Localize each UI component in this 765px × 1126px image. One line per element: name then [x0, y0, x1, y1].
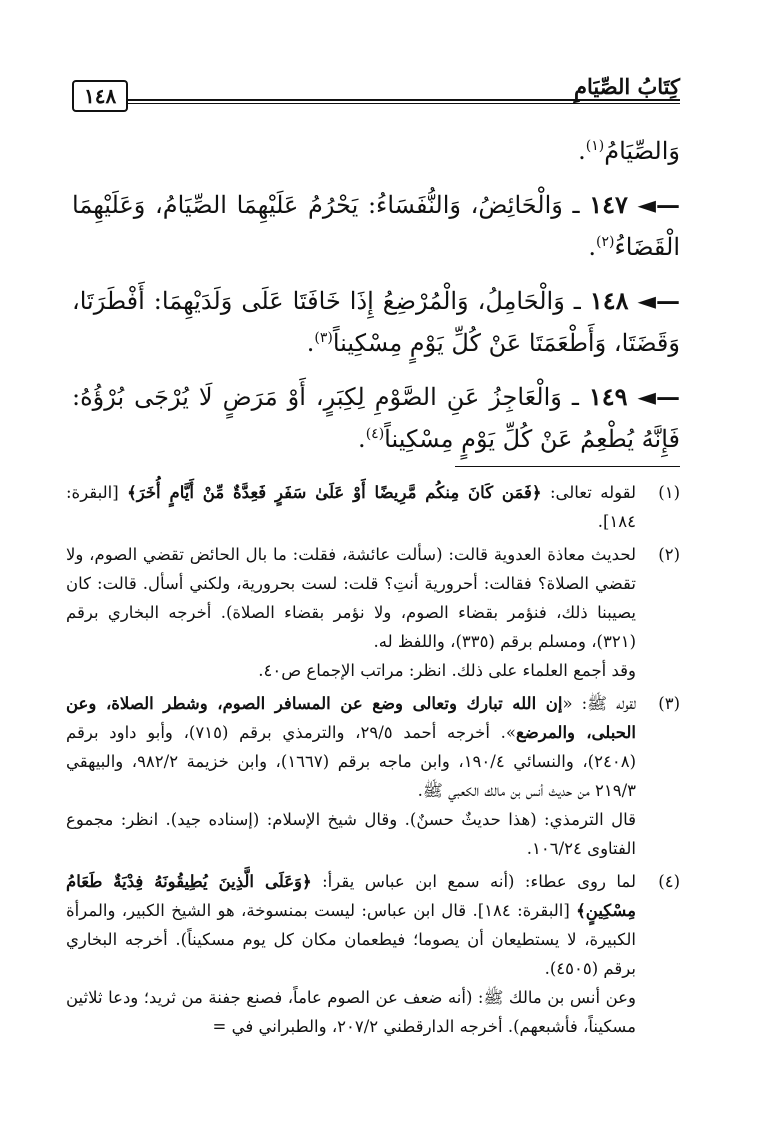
- item-text: ـ وَالْحَائِضُ، وَالنُّفَسَاءُ: يَحْرُمُ عَلَيْهِمَا الصِّيَامُ، وَعَلَيْهِمَا الْقَضَاءُ: [72, 191, 680, 261]
- ruling-item: —◄ ١٤٩ ـ وَالْعَاجِزُ عَنِ الصَّوْمِ لِكِبَرٍ، أَوْ مَرَضٍ لَا يُرْجَى بُرْؤُهُ: فَإِنَّهُ يُطْعِمُ عَنْ كُلِّ يَوْمٍ مِسْكِيناً$^{(٤)}$.: [72, 382, 680, 453]
- main-text: [72, 130, 680, 472]
- footnote-text: [البقرة: ١٨٤].: [66, 483, 636, 531]
- footnote-paragraph: [66, 805, 636, 863]
- item-marker-icon: —◄: [637, 382, 680, 411]
- footnote-paragraph: [66, 983, 636, 1041]
- item-marker-icon: —◄: [637, 190, 680, 219]
- footnote-paragraph: [66, 656, 636, 685]
- footnote-text: وعن أنس بن مالك ﷺ: (أنه ضعف عن الصوم عاماً، فصنع جفنة من ثريد؛ ودعا ثلاثين مسكيناً، فأشبعهم). أخرجه الدارقطني ٢٠٧/٢، والطبراني في =: [66, 988, 636, 1036]
- footnote-paragraph: [66, 478, 636, 536]
- header-rule: [72, 99, 680, 104]
- footnote-ref: (١): [585, 138, 605, 154]
- item-text: ـ وَالْحَامِلُ، وَالْمُرْضِعُ إِذَا خَافَتَا عَلَى وَلَدَيْهِمَا: أَفْطَرَتَا، وَقَضَتَا، وَأَطْعَمَتَا عَنْ كُلِّ يَوْمٍ مِسْكِيناً: [72, 287, 680, 357]
- item-number: ١٤٩: [588, 382, 628, 411]
- continuation-text: وَالصِّيَامُ: [604, 137, 680, 165]
- page-number: ١٤٨: [72, 80, 128, 112]
- footnote-text: لقوله تعالى:: [541, 483, 637, 502]
- footnote-number: (١): [658, 483, 680, 502]
- footnote: [66, 867, 680, 1041]
- footnote-number: (٤): [658, 872, 680, 891]
- footnote-ref: (٢): [596, 234, 615, 250]
- footnote-number: (٢): [658, 545, 680, 564]
- quran-quote: ﴿وَعَلَى الَّذِينَ يُطِيقُونَهُ فِدْيَةٌ طَعَامُ مِسْكِينٍ﴾: [66, 872, 636, 920]
- item-text: ـ وَالْعَاجِزُ عَنِ الصَّوْمِ لِكِبَرٍ، أَوْ مَرَضٍ لَا يُرْجَى بُرْؤُهُ: فَإِنَّهُ يُطْعِمُ عَنْ كُلِّ يَوْمٍ مِسْكِيناً: [72, 383, 680, 453]
- footnote-text: وقد أجمع العلماء على ذلك. انظر: مراتب الإجماع ص٤٠.: [258, 661, 636, 680]
- footnote-number: (٣): [658, 694, 680, 713]
- footnote-text: قال الترمذي: (هذا حديثٌ حسنٌ). وقال شيخ الإسلام: (إسناده جيد). انظر: مجموع الفتاوى ١٠٦/٢٤.: [66, 810, 636, 858]
- footnote-text: لقوله ﷺ: «: [562, 694, 636, 713]
- footnote: [66, 478, 680, 536]
- footnote-paragraph: [66, 867, 636, 983]
- footnote-paragraph: [66, 540, 636, 656]
- footnote-paragraph: [66, 689, 636, 805]
- chapter-title: كِتَابُ الصِّيَامِ: [574, 74, 680, 99]
- item-marker-icon: —◄: [637, 286, 681, 315]
- quran-quote: ﴿فَمَن كَانَ مِنكُم مَّرِيضًا أَوْ عَلَىٰ سَفَرٍ فَعِدَّةٌ مِّنْ أَيَّامٍ أُخَرَ﴾: [127, 483, 542, 502]
- item-number: ١٤٧: [589, 190, 628, 219]
- footnote-text: لما روى عطاء: (أنه سمع ابن عباس يقرأ:: [311, 872, 636, 891]
- item-number: ١٤٨: [589, 286, 629, 315]
- ruling-item: —◄ ١٤٧ ـ وَالْحَائِضُ، وَالنُّفَسَاءُ: يَحْرُمُ عَلَيْهِمَا الصِّيَامُ، وَعَلَيْهِمَا الْقَضَاءُ$^{(٢)}$.: [72, 190, 680, 261]
- footnote-ref: (٣): [314, 330, 333, 346]
- page-header: [72, 70, 680, 118]
- footnote: [66, 540, 680, 685]
- continuation-line: وَالصِّيَامُ$^{(١)}$.: [578, 137, 680, 165]
- footnote-text: [البقرة: ١٨٤]. قال ابن عباس: ليست بمنسوخة، هو الشيخ الكبير، والمرأة الكبيرة، لا يستطيعان أن يصوما؛ فيطعمان مكان كل يوم مسكيناً). أخرجه البخاري برقم (٤٥٠٥).: [66, 901, 636, 978]
- footnote-ref: (٤): [365, 426, 385, 442]
- footnote-separator: [455, 466, 680, 467]
- footnote-text: لحديث معاذة العدوية قالت: (سألت عائشة، فقلت: ما بال الحائض تقضي الصوم، ولا تقضي الصلاة؟ فقالت: أحرورية أنتِ؟ قلت: لست بحرورية، ولكني أسأل. قالت: كان يصيبنا ذلك، فنؤمر بقضاء الصوم، ولا نؤمر بقضاء الصلاة). أخرجه البخاري برقم (٣٢١)، ومسلم برقم (٣٣٥)، واللفظ له.: [66, 545, 636, 651]
- footnote-text: ». أخرجه أحمد ٢٩/٥، والترمذي برقم (٧١٥)، وأبو داود برقم (٢٤٠٨)، والنسائي ١٩٠/٤، وابن ماجه برقم (١٦٦٧)، وابن خزيمة ٩٨٢/٢، والبيهقي ٢١٩/٣ من حديث أنس بن مالك الكعبي ﷺ.: [66, 723, 636, 800]
- footnote: [66, 689, 680, 863]
- hadith-quote: إن الله تبارك وتعالى وضع عن المسافر الصوم، وشطر الصلاة، وعن الحبلى، والمرضع: [66, 694, 636, 742]
- ruling-item: —◄ ١٤٨ ـ وَالْحَامِلُ، وَالْمُرْضِعُ إِذَا خَافَتَا عَلَى وَلَدَيْهِمَا: أَفْطَرَتَا، وَقَضَتَا، وَأَطْعَمَتَا عَنْ كُلِّ يَوْمٍ مِسْكِيناً$^{(٣)}$.: [72, 286, 681, 357]
- footnotes: [66, 478, 680, 1045]
